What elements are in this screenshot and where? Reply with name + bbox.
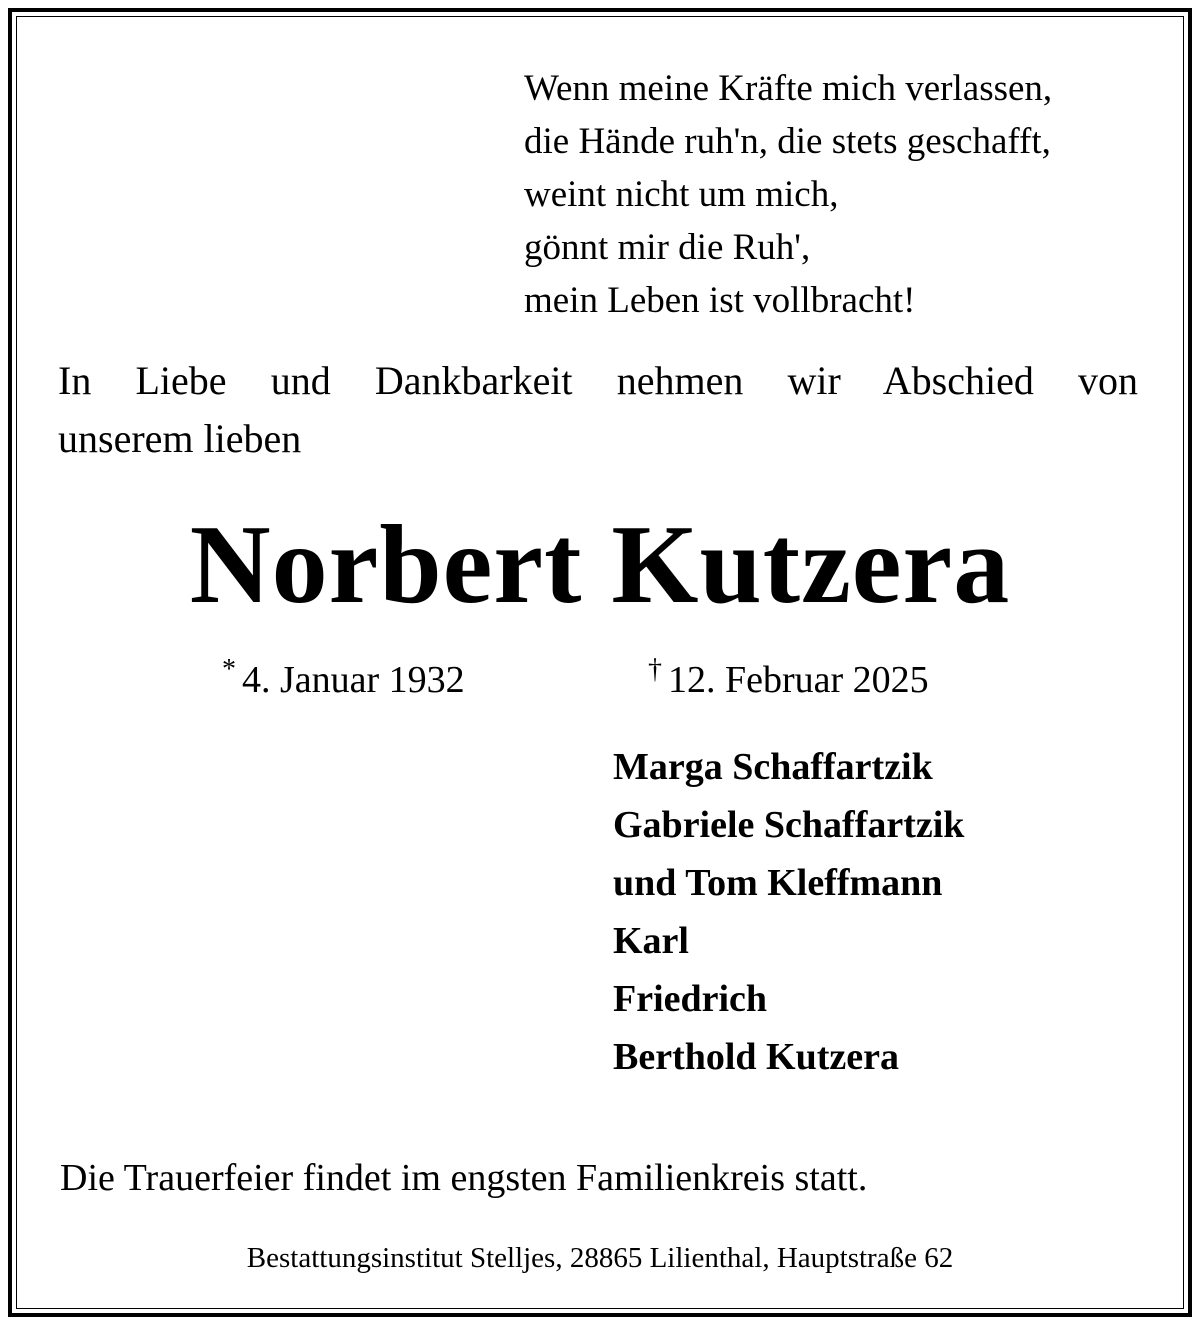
poem-line: gönnt mir die Ruh',: [524, 227, 811, 268]
mourner-name: und Tom Kleffmann: [613, 862, 943, 904]
death-cross-icon: †: [648, 654, 662, 685]
intro-line-1: In Liebe und Dankbarkeit nehmen wir Abschied von: [58, 358, 1138, 403]
poem-line: weint nicht um mich,: [524, 174, 839, 215]
funeral-home-address: Bestattungsinstitut Stelljes, 28865 Lilienthal, Hauptstraße 62: [246, 1242, 954, 1274]
poem: [524, 62, 1052, 327]
death-date-block: [648, 642, 929, 708]
mourner-name: Gabriele Schaffartzik: [613, 804, 965, 846]
intro-line-2: unserem lieben: [58, 416, 302, 461]
death-date: 12. Februar 2025: [668, 659, 929, 701]
birth-star-icon: *: [222, 654, 236, 685]
mourner-name: Friedrich: [613, 978, 768, 1020]
poem-line: die Hände ruh'n, die stets geschafft,: [524, 121, 1051, 162]
deceased-name: Norbert Kutzera: [189, 503, 1011, 627]
poem-line: mein Leben ist vollbracht!: [524, 280, 916, 321]
ceremony-note: Die Trauerfeier findet im engsten Familienkreis statt.: [60, 1157, 868, 1199]
mourner-name: Karl: [613, 920, 689, 962]
mourner-name: Berthold Kutzera: [613, 1036, 900, 1078]
intro-text: [58, 352, 1138, 468]
birth-date-block: [222, 642, 465, 708]
poem-line: Wenn meine Kräfte mich verlassen,: [524, 68, 1053, 109]
mourners-list: [613, 738, 964, 1086]
birth-date: 4. Januar 1932: [242, 659, 465, 701]
mourner-name: Marga Schaffartzik: [613, 746, 933, 788]
